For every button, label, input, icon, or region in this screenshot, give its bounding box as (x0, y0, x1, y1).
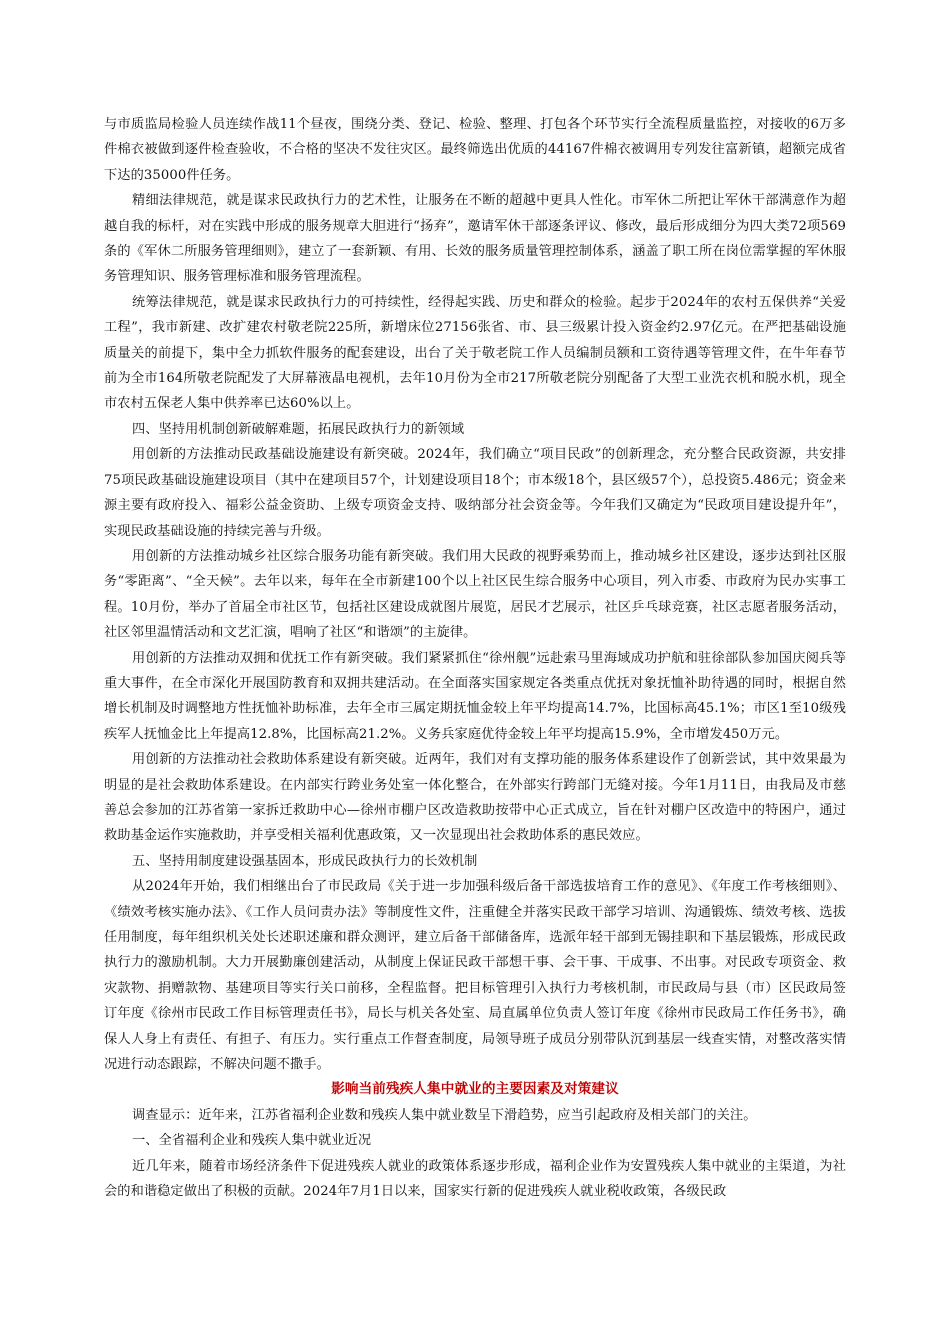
section-heading-four: 四、坚持用机制创新破解难题，拓展民政执行力的新领域 (132, 421, 465, 437)
paragraph-social-assistance: 用创新的方法推动社会救助体系建设有新突破。近两年，我们对有支撑功能的服务体系建设作了创新尝试，其中效果最为明显的是社会救助体系建设。在内部实行跨业务处室一体化整合，在外部实行跨部门无缝对接。今年1月11日，由我局及市慈善总会参加的江苏省第一家拆迁救助中心—徐州市棚户区改造救助按带中心正式成立，旨在针对棚户区改造中的特困户，通过救助基金运作实施救助，并享受相关福利优惠政策，又一次显现出社会救助体系的惠民效应。 (104, 752, 846, 844)
document-page (104, 112, 846, 1204)
paragraph-institution-building: 从2024年开始，我们相继出台了市民政局《关于进一步加强科级后备干部选拔培育工作的意见》、《年度工作考核细则》、《绩效考核实施办法》、《工作人员问责办法》等制度性文件，注重健全并落实民政干部学习培训、沟通锻炼、绩效考核、选拔任用制度，每年组织机关处长述职述廉和群众测评，建立后备干部储备库，选派年轻干部到无锡挂职和下基层锻炼，形成民政执行力的激励机制。大力开展勤廉创建活动，从制度上保证民政干部想干事、会干事、干成事、不出事。对民政专项资金、救灾款物、捐赠款物、基建项目等实行关口前移，全程监督。把目标管理引入执行力考核机制，市民政局与县（市）区民政局签订年度《徐州市民政工作目标管理责任书》，局长与机关各处室、局直属单位负责人签订年度《徐州市民政局工作任务书》，确保人人身上有责任、有担子、有压力。实行重点工作督查制度，局领导班子成员分别带队沉到基层一线查实情，对整改落实情况进行动态跟踪，不解决问题不撒手。 (104, 879, 846, 1073)
section-heading-one: 一、全省福利企业和残疾人集中就业近况 (132, 1133, 372, 1149)
article-title: 影响当前残疾人集中就业的主要因素及对策建议 (331, 1081, 619, 1098)
paragraph-refined-regulation: 精细法律规范，就是谋求民政执行力的艺术性，让服务在不断的超越中更具人性化。市军休二所把让军休干部满意作为超越自我的标杆，对在实践中形成的服务规章大胆进行“扬弃”，邀请军休干部逐条评议、修改，最后形成细分为四大类72项569条的《军休二所服务管理细则》，建立了一套新颖、有用、长效的服务质量管理控制体系，涵盖了职工所在岗位需掌握的军休服务管理知识、服务管理标准和服务管理流程。 (104, 193, 846, 285)
paragraph-community-service: 用创新的方法推动城乡社区综合服务功能有新突破。我们用大民政的视野乘势而上，推动城乡社区建设，逐步达到社区服务“零距离”、“全天候”。去年以来，每年在全市新建100个以上社区民生综合服务中心项目，列入市委、市政府为民办实事工程。10月份，举办了首届全市社区节，包括社区建设成就图片展览，居民才艺展示，社区乒乓球竞赛，社区志愿者服务活动，社区邻里温情活动和文艺汇演，唱响了社区“和谐颂”的主旋律。 (104, 548, 846, 641)
paragraph-infrastructure: 用创新的方法推动民政基础设施建设有新突破。2024年，我们确立“项目民政”的创新理念，充分整合民政资源，共安排75项民政基础设施建设项目（其中在建项目57个，计划建设项目18个；市本级18个，县区级57个），总投资5.486元；资金来源主要有政府投入、福彩公益金资助、上级专项资金支持、吸纳部分社会资金等。今年我们又确定为“民政项目建设提升年”，实现民政基础设施的持续完善与升级。 (104, 447, 846, 539)
paragraph-cotton-inspection: 与市质监局检验人员连续作战11个昼夜，围绕分类、登记、检验、整理、打包各个环节实行全流程质量监控，对接收的6万多件棉衣被做到逐件检查验收，不合格的坚决不发往灾区。最终筛选出优质的44167件棉衣被调用专列发往富新镇，超额完成省下达的35000件任务。 (104, 117, 846, 183)
paragraph-coordinated-regulation: 统筹法律规范，就是谋求民政执行力的可持续性，经得起实践、历史和群众的检验。起步于2024年的农村五保供养“关爱工程”，我市新建、改扩建农村敬老院225所，新增床位27156张省、市、县三级累计投入资金约2.97亿元。在严把基础设施质量关的前提下，集中全力抓软件服务的配套建设，出台了关于敬老院工作人员编制员额和工资待遇等管理文件，在牛年春节前为全市164所敬老院配发了大屏幕液晶电视机，去年10月份为全市217所敬老院分别配备了大型工业洗衣机和脱水机，现全市农村五保老人集中供养率已达60%以上。 (104, 294, 846, 412)
paragraph-welfare-enterprises: 近几年来，随着市场经济条件下促进残疾人就业的政策体系逐步形成，福利企业作为安置残疾人集中就业的主渠道，为社会的和谐稳定做出了积极的贡献。2024年7月1日以来，国家实行新的促进残疾人就业税收政策，各级民政 (104, 1158, 846, 1200)
paragraph-survey-summary: 调查显示：近年来，江苏省福利企业数和残疾人集中就业数呈下滑趋势，应当引起政府及相关部门的关注。 (132, 1107, 757, 1123)
section-heading-five: 五、坚持用制度建设强基固本，形成民政执行力的长效机制 (132, 853, 478, 869)
paragraph-double-support: 用创新的方法推动双拥和优抚工作有新突破。我们紧紧抓住“徐州舰”远赴索马里海域成功护航和驻徐部队参加国庆阅兵等重大事件，在全市深化开展国防教育和双拥共建活动。在全面落实国家规定各类重点优抚对象抚恤补助待遇的同时，根据自然增长机制及时调整地方性抚恤补助标准，去年全市三属定期抚恤金较上年平均提高14.7%，比国标高45.1%；市区1至10级残疾军人抚恤金比上年提高12.8%，比国标高21.2%。义务兵家庭优待金较上年平均提高15.9%，全市增发450万元。 (104, 650, 846, 742)
